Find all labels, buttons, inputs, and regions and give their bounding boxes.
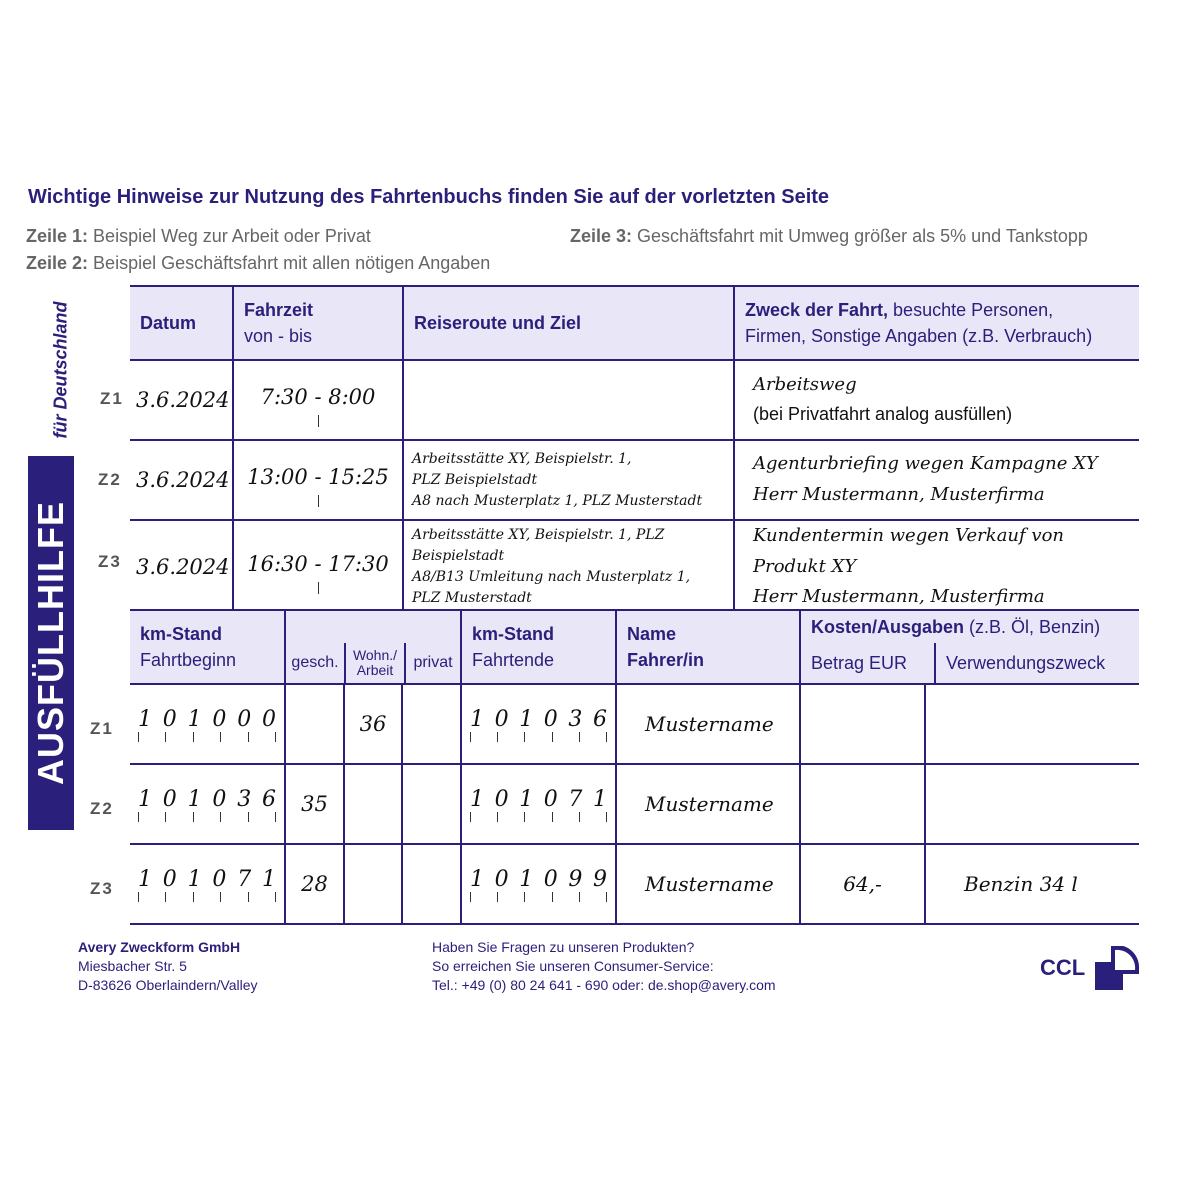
- side-banner: [28, 456, 74, 830]
- cell-km-end[interactable]: [461, 844, 616, 924]
- km-row: [130, 764, 1139, 844]
- km-digit: 1: [187, 786, 202, 812]
- km-digit: 1: [138, 866, 152, 892]
- km-digit: 1: [187, 866, 202, 892]
- header-gefahrene-km: [285, 610, 461, 684]
- ccl-logo-icon: [1095, 946, 1139, 990]
- cell-gesch[interactable]: [285, 684, 344, 764]
- km-row: [130, 844, 1139, 924]
- side-banner-text: AUSFÜLLHILFE: [30, 501, 71, 785]
- service-hint: So erreichen Sie unseren Consumer-Service:: [432, 957, 714, 974]
- cell-zeit[interactable]: 7:30 - 8:00: [233, 360, 403, 440]
- km-digit: 9: [592, 866, 607, 892]
- cell-verwendungszweck[interactable]: [925, 684, 1139, 764]
- km-end-digits: [462, 867, 615, 892]
- row-label-z1: Z1: [100, 389, 124, 408]
- row-label-z2: Z2: [98, 470, 122, 489]
- cell-km-end[interactable]: [461, 684, 616, 764]
- hint-text-2: Beispiel Geschäftsfahrt mit allen nötigen Angaben: [93, 253, 491, 273]
- km-digit: 1: [187, 706, 202, 732]
- cell-zweck[interactable]: Agenturbriefing wegen Kampagne XY Herr Mustermann, Musterfirma: [734, 440, 1139, 520]
- km-digit: 0: [494, 706, 509, 732]
- cell-betrag[interactable]: [800, 764, 925, 844]
- km-digit: 0: [162, 786, 177, 812]
- cell-privat[interactable]: [402, 764, 461, 844]
- cell-zeit[interactable]: 16:30 - 17:30: [233, 520, 403, 614]
- trip-table: [130, 285, 1139, 615]
- cell-km-start[interactable]: [130, 764, 285, 844]
- km-end-digits: [462, 787, 615, 812]
- km-digit: 0: [237, 706, 252, 732]
- km-digit: 7: [568, 786, 583, 812]
- km-digit: 0: [162, 706, 177, 732]
- km-digit: 1: [592, 786, 607, 812]
- cell-datum[interactable]: 3.6.2024: [130, 360, 233, 440]
- row-label-z1: Z1: [90, 719, 114, 738]
- km-row: [130, 684, 1139, 764]
- cell-verwendungszweck[interactable]: [925, 764, 1139, 844]
- km-digit: 0: [162, 866, 177, 892]
- hint-label-3: Zeile 3:: [570, 226, 633, 246]
- km-digit: 0: [212, 706, 227, 732]
- hint-text-3: Geschäftsfahrt mit Umweg größer als 5% und Tankstopp: [637, 226, 1088, 246]
- cell-route[interactable]: Arbeitsstätte XY, Beispielstr. 1, PLZ Beispielstadt A8/B13 Umleitung nach Musterplatz 1, PLZ Musterstadt: [403, 520, 734, 614]
- row-label-z3: Z3: [90, 879, 114, 898]
- cell-km-start[interactable]: [130, 684, 285, 764]
- header-wohn-arbeit: Wohn./ Arbeit: [344, 643, 404, 683]
- cell-wohn[interactable]: [344, 844, 402, 924]
- header-betrag: Betrag EUR: [811, 652, 908, 673]
- km-digit: 0: [543, 786, 558, 812]
- km-digit: 0: [494, 786, 509, 812]
- side-subtitle: für Deutschland: [50, 301, 71, 439]
- service-question: Haben Sie Fragen zu unseren Produkten?: [432, 939, 695, 955]
- service-contact[interactable]: Tel.: +49 (0) 80 24 641 - 690 oder: de.shop@avery.com: [432, 976, 776, 993]
- cell-gesch[interactable]: 28: [285, 844, 344, 924]
- km-digit: 6: [592, 706, 607, 732]
- cell-km-start[interactable]: [130, 844, 285, 924]
- row-label-z3: Z3: [98, 552, 122, 571]
- cell-privat[interactable]: [402, 684, 461, 764]
- km-digit: 1: [519, 706, 534, 732]
- row-label-z2: Z2: [90, 799, 114, 818]
- header-privat: privat: [404, 643, 460, 683]
- cell-zeit[interactable]: 13:00 - 15:25: [233, 440, 403, 520]
- km-digit: 0: [212, 786, 227, 812]
- km-start-digits: [130, 867, 284, 892]
- km-table-header: [130, 610, 1139, 684]
- cell-name[interactable]: Mustername: [616, 844, 800, 924]
- hint-label-1: Zeile 1:: [26, 226, 89, 246]
- cell-datum[interactable]: 3.6.2024: [130, 440, 233, 520]
- km-digit: 0: [261, 706, 276, 732]
- cell-name[interactable]: Mustername: [616, 684, 800, 764]
- hint-text-1: Beispiel Weg zur Arbeit oder Privat: [93, 226, 371, 246]
- header-gesch: gesch.: [291, 654, 339, 671]
- company-street: Miesbacher Str. 5: [78, 957, 187, 974]
- header-route: Reiseroute und Ziel: [403, 286, 734, 360]
- km-digit: 1: [519, 866, 534, 892]
- trip-row: [130, 520, 1139, 614]
- cell-datum[interactable]: 3.6.2024: [130, 520, 233, 614]
- header-zweck: Zweck der Fahrt, besuchte Personen, Firmen, Sonstige Angaben (z.B. Verbrauch): [734, 286, 1139, 360]
- header-km-start: km-Stand Fahrtbeginn: [130, 610, 285, 684]
- cell-wohn[interactable]: 36: [344, 684, 402, 764]
- km-start-digits: [130, 787, 284, 812]
- header-verwendungszweck: Verwendungszweck: [934, 643, 1139, 683]
- header-fahrzeit: Fahrzeit von - bis: [233, 286, 403, 360]
- km-digit: 1: [470, 706, 485, 732]
- trip-row: [130, 360, 1139, 440]
- hint-label-2: Zeile 2:: [26, 253, 89, 273]
- header-km-end: km-Stand Fahrtende: [461, 610, 616, 684]
- header-datum: Datum: [130, 286, 233, 360]
- header-kosten: Kosten/Ausgaben (z.B. Öl, Benzin) Betrag EUR Verwendungszweck: [800, 610, 1139, 684]
- km-digit: 3: [568, 706, 583, 732]
- cell-wohn[interactable]: [344, 764, 402, 844]
- ccl-logo: [1040, 946, 1139, 990]
- km-digit: 1: [138, 786, 152, 812]
- cell-gesch[interactable]: 35: [285, 764, 344, 844]
- footer-address: [78, 938, 258, 995]
- cell-privat[interactable]: [402, 844, 461, 924]
- hint-line-1: [26, 226, 371, 247]
- ccl-logo-text: CCL: [1040, 955, 1086, 980]
- trip-row: [130, 440, 1139, 520]
- km-digit: 0: [543, 866, 558, 892]
- cell-verwendungszweck[interactable]: Benzin 34 l: [925, 844, 1139, 924]
- trip-table-header: [130, 286, 1139, 360]
- km-digit: 1: [470, 786, 485, 812]
- company-city: D-83626 Oberlaindern/Valley: [78, 976, 258, 993]
- km-start-digits: [130, 707, 284, 732]
- company-name: Avery Zweckform GmbH: [78, 939, 241, 955]
- footer-service: [432, 938, 776, 995]
- km-digit: 0: [543, 706, 558, 732]
- km-digit: 0: [494, 866, 509, 892]
- cell-zweck[interactable]: Kundentermin wegen Verkauf von Produkt XY Herr Mustermann, Musterfirma: [734, 520, 1139, 614]
- cell-route[interactable]: Arbeitsstätte XY, Beispielstr. 1, PLZ Beispielstadt A8 nach Musterplatz 1, PLZ Musterstadt: [403, 440, 734, 520]
- cell-route[interactable]: [403, 360, 734, 440]
- km-end-digits: [462, 707, 615, 732]
- header-name: Name Fahrer/in: [616, 610, 800, 684]
- cell-zweck[interactable]: Arbeitsweg (bei Privatfahrt analog ausfüllen): [734, 360, 1139, 440]
- km-table: [130, 609, 1139, 925]
- cell-km-end[interactable]: [461, 764, 616, 844]
- km-digit: 7: [237, 866, 252, 892]
- km-digit: 1: [470, 866, 485, 892]
- hint-line-2: [26, 253, 490, 274]
- km-digit: 9: [568, 866, 583, 892]
- hint-line-3: [570, 226, 1088, 247]
- km-digit: 1: [519, 786, 534, 812]
- page-title: Wichtige Hinweise zur Nutzung des Fahrtenbuchs finden Sie auf der vorletzten Seite: [28, 186, 830, 208]
- cell-name[interactable]: Mustername: [616, 764, 800, 844]
- km-digit: 6: [261, 786, 276, 812]
- km-digit: 1: [261, 866, 276, 892]
- km-digit: 3: [237, 786, 252, 812]
- km-digit: 0: [212, 866, 227, 892]
- cell-betrag[interactable]: [800, 684, 925, 764]
- cell-betrag[interactable]: 64,-: [800, 844, 925, 924]
- km-digit: 1: [138, 706, 152, 732]
